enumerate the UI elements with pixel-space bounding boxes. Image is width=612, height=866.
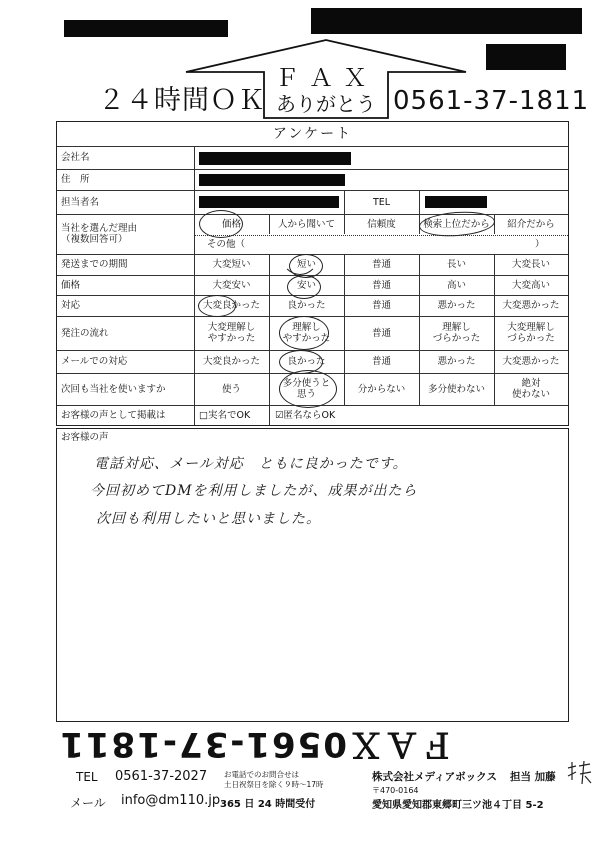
fax-thanks: ありがとう <box>276 92 376 116</box>
row-label: 価格 <box>61 279 81 291</box>
reason-option: 価格 <box>221 218 241 230</box>
row-option: 短い <box>296 259 316 270</box>
reason-other-close: ） <box>535 239 545 250</box>
row-option: 普通 <box>371 259 391 270</box>
row-option: 多分使わない <box>427 383 485 395</box>
staff-signature <box>564 758 594 788</box>
redacted-contact <box>199 196 339 208</box>
footer-tel-number: 0561-37-2027 <box>115 769 208 784</box>
row-option: 長い <box>446 259 466 270</box>
footer-company: 株式会社メディアボックス <box>372 771 498 783</box>
circle-mark <box>198 295 236 317</box>
survey-table <box>56 121 569 426</box>
row-option: 大変理解し づらかった <box>507 322 555 344</box>
row-label: 発送までの期間 <box>61 259 128 270</box>
company-label: 会社名 <box>61 152 90 163</box>
reason-option: 人から聞いて <box>277 218 335 230</box>
contact-label: 担当者名 <box>61 196 100 208</box>
footer-tel-note: お電話でのお問合せは <box>224 770 299 779</box>
row-option: 大変悪かった <box>502 300 560 311</box>
publish-real-name: □実名でOK <box>199 409 251 421</box>
footer-mail-note: 365 日 24 時間受付 <box>220 799 316 810</box>
row-label: 発注の流れ <box>61 327 109 339</box>
row-option: 普通 <box>371 356 391 367</box>
row-option: 普通 <box>371 327 391 339</box>
reason-option: 検索上位だから <box>423 218 490 230</box>
row-option: 普通 <box>371 279 391 291</box>
row-option: 大変良かった <box>202 356 260 367</box>
row-option: 高い <box>446 279 466 291</box>
row-option: 理解し づらかった <box>432 322 481 344</box>
row-option: 大変悪かった <box>502 356 560 367</box>
row-label: 対応 <box>61 300 81 311</box>
row-option: 分からない <box>357 383 406 395</box>
row-option: 大変短い <box>212 259 251 270</box>
address-label: 住 所 <box>61 174 90 185</box>
row-option: 安い <box>296 279 316 291</box>
row-option: 大変高い <box>511 279 550 291</box>
circle-mark <box>279 316 329 350</box>
footer-address: 愛知県愛知郡東郷町三ツ池４丁目 5-2 <box>372 800 544 811</box>
publish-label: お客様の声として掲載は <box>61 409 166 421</box>
footer-email: info@dm110.jp <box>121 793 221 808</box>
hours-ok: ２４時間ＯＫ <box>98 85 266 116</box>
footer-postal: 〒470-0164 <box>372 786 419 795</box>
circle-mark <box>199 210 243 238</box>
row-option: 絶対 使わない <box>511 378 550 400</box>
comment-line: 次回も利用したいと思いました。 <box>96 511 321 527</box>
redacted-address <box>199 174 345 186</box>
row-option: 普通 <box>371 300 391 311</box>
footer-tel-label: TEL <box>76 770 98 784</box>
row-option: 多分使うと 思う <box>282 378 331 400</box>
row-option: 悪かった <box>437 300 476 311</box>
publish-anonymous: ☑匿名ならOK <box>275 409 336 421</box>
redacted-tel <box>425 196 487 208</box>
row-option: 理解し やすかった <box>282 322 331 344</box>
row-option: 大変理解し やすかった <box>207 322 256 344</box>
reason-option: 信頼度 <box>367 218 396 230</box>
footer-mail-label: メール <box>70 796 106 810</box>
row-label: メールでの対応 <box>61 356 128 367</box>
comment-line: 今回初めてDMを利用しましたが、成果が出たら <box>90 483 418 499</box>
row-option: 使う <box>221 383 241 395</box>
tel-label: TEL <box>372 196 391 208</box>
reason-other: その他（ <box>207 239 246 250</box>
circle-mark <box>287 275 321 299</box>
row-option: 良かった <box>287 300 326 311</box>
footer-tel-hours: 土日祝祭日を除く９時〜17時 <box>224 780 324 789</box>
survey-title: アンケート <box>272 125 353 142</box>
comment-line: 電話対応、メール対応 ともに良かったです。 <box>94 456 408 472</box>
row-option: 大変長い <box>511 259 550 270</box>
reason-label: 当社を選んだ理由 （複数回答可） <box>61 223 138 245</box>
row-option: 大変安い <box>212 279 251 291</box>
comments-label: お客様の声 <box>61 432 109 443</box>
circle-mark <box>279 370 337 408</box>
reason-option: 紹介だから <box>507 218 555 230</box>
row-option: 悪かった <box>437 356 476 367</box>
redacted-company <box>199 152 351 165</box>
footer-staff: 担当 加藤 <box>510 771 556 783</box>
row-option: 良かった <box>287 356 326 367</box>
fax-label: ＦＡＸ <box>275 64 377 92</box>
row-option: 大変良かった <box>202 300 260 311</box>
row-label: 次回も当社を使いますか <box>61 383 166 395</box>
fax-number: 0561-37-1811 <box>393 86 590 116</box>
fax-number-upside-down: ＦＡＸ0561-37-1811 <box>58 724 455 764</box>
